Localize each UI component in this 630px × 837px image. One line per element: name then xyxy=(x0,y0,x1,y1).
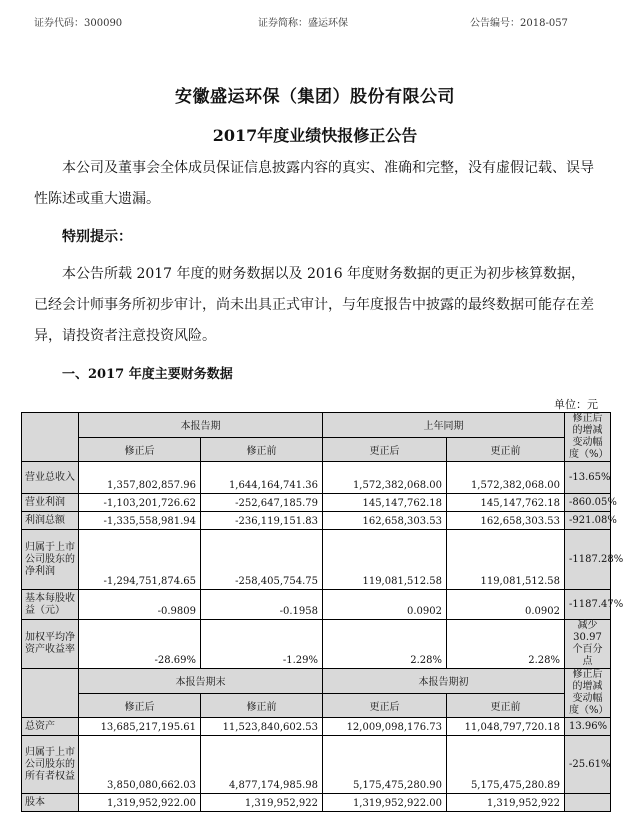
row-label: 基本每股收益（元） xyxy=(22,590,79,620)
table-row xyxy=(22,462,611,494)
row-label: 归属于上市公司股东的所有者权益 xyxy=(22,736,79,794)
cell-value: 11,048,797,720.18 xyxy=(447,718,565,736)
special-notice-heading: 特别提示： xyxy=(62,229,132,245)
stock-abbreviation: 证券简称：盛运环保 xyxy=(258,18,348,29)
cell-change: 减少30.97个百分点 xyxy=(565,620,611,669)
table-row xyxy=(22,590,611,620)
board-statement: 本公司及董事会全体成员保证信息披露内容的真实、准确和完整，没有虚假记载、误导性陈述或重大遗漏。 xyxy=(34,160,594,207)
cell-value: 5,175,475,280.90 xyxy=(323,736,447,794)
table-row xyxy=(22,620,611,669)
cell-value: 1,357,802,857.96 xyxy=(79,462,201,494)
cell-value: 119,081,512.58 xyxy=(323,530,447,590)
cell-value: 11,523,840,602.53 xyxy=(201,718,323,736)
cell-value: 119,081,512.58 xyxy=(447,530,565,590)
subheader-before: 修正前 xyxy=(201,437,323,462)
special-notice-text: 本公告所载 2017 年度的财务数据以及 2016 年度财务数据的更正为初步核算数据，已经会计师事务所初步审计，尚未出具正式审计，与年度报告中披露的最终数据可能存在差异，请投资者注意投资风险。 xyxy=(34,266,594,344)
header-change: 修正后的增减变动幅度（%） xyxy=(565,413,611,462)
cell-value: 4,877,174,985.98 xyxy=(201,736,323,794)
header-change-2: 修正后的增减变动幅度（%） xyxy=(565,669,611,718)
table-row xyxy=(22,530,611,590)
cell-value: 145,147,762.18 xyxy=(323,494,447,512)
cell-value: 0.0902 xyxy=(447,590,565,620)
unit-label: 单位：元 xyxy=(554,398,598,411)
cell-value: 145,147,762.18 xyxy=(447,494,565,512)
cell-value: 2.28% xyxy=(447,620,565,669)
cell-value: -1,335,558,981.94 xyxy=(79,512,201,530)
cell-value: 1,319,952,922 xyxy=(447,794,565,812)
cell-change: -1187.47% xyxy=(565,590,611,620)
header-period-start: 本报告期初 xyxy=(323,669,565,694)
row-label: 营业总收入 xyxy=(22,462,79,494)
row-label: 归属于上市公司股东的净利润 xyxy=(22,530,79,590)
section-heading: 一、2017 年度主要财务数据 xyxy=(62,367,233,382)
cell-value: -0.9809 xyxy=(79,590,201,620)
cell-value: 162,658,303.53 xyxy=(323,512,447,530)
cell-value: 13,685,217,195.61 xyxy=(79,718,201,736)
cell-value: 1,319,952,922.00 xyxy=(79,794,201,812)
stock-code: 证券代码：300090 xyxy=(34,18,123,29)
header-current-period: 本报告期 xyxy=(79,413,323,438)
header-period-end: 本报告期末 xyxy=(79,669,323,694)
cell-value: -258,405,754.75 xyxy=(201,530,323,590)
cell-value: 5,175,475,280.89 xyxy=(447,736,565,794)
subheader-prior-before: 更正前 xyxy=(447,437,565,462)
subheader-before-2: 修正前 xyxy=(201,693,323,718)
table-corner-2 xyxy=(22,669,79,718)
cell-value: 12,009,098,176.73 xyxy=(323,718,447,736)
cell-value: 1,319,952,922.00 xyxy=(323,794,447,812)
cell-value: 1,572,382,068.00 xyxy=(323,462,447,494)
table-corner xyxy=(22,413,79,462)
cell-change xyxy=(565,794,611,812)
cell-value: -28.69% xyxy=(79,620,201,669)
company-title: 安徽盛运环保（集团）股份有限公司 xyxy=(175,87,455,107)
row-label: 总资产 xyxy=(22,718,79,736)
cell-change: -860.05% xyxy=(565,494,611,512)
cell-value: -252,647,185.79 xyxy=(201,494,323,512)
notice-title: 2017年度业绩快报修正公告 xyxy=(212,126,418,145)
cell-change: -13.65% xyxy=(565,462,611,494)
financial-table xyxy=(21,412,624,812)
row-label: 营业利润 xyxy=(22,494,79,512)
subheader-after-2: 修正后 xyxy=(79,693,201,718)
subheader-prior-after: 更正后 xyxy=(323,437,447,462)
cell-value: 162,658,303.53 xyxy=(447,512,565,530)
notice-number: 公告编号：2018-057 xyxy=(470,18,568,29)
row-label: 股本 xyxy=(22,794,79,812)
cell-value: -1,294,751,874.65 xyxy=(79,530,201,590)
row-label: 加权平均净资产收益率 xyxy=(22,620,79,669)
cell-value: 1,572,382,068.00 xyxy=(447,462,565,494)
row-label: 利润总额 xyxy=(22,512,79,530)
cell-change: -25.61% xyxy=(565,736,611,794)
cell-value: -1.29% xyxy=(201,620,323,669)
header-prior-period: 上年同期 xyxy=(323,413,565,438)
table-row xyxy=(22,494,611,512)
table-row xyxy=(22,736,611,794)
cell-value: 0.0902 xyxy=(323,590,447,620)
cell-change: -1187.28% xyxy=(565,530,611,590)
cell-change: 13.96% xyxy=(565,718,611,736)
cell-change: -921.08% xyxy=(565,512,611,530)
cell-value: 1,644,164,741.36 xyxy=(201,462,323,494)
cell-value: -236,119,151.83 xyxy=(201,512,323,530)
table-row xyxy=(22,794,611,812)
cell-value: 2.28% xyxy=(323,620,447,669)
table-row xyxy=(22,718,611,736)
subheader-prior-after-2: 更正后 xyxy=(323,693,447,718)
cell-value: -1,103,201,726.62 xyxy=(79,494,201,512)
subheader-after: 修正后 xyxy=(79,437,201,462)
cell-value: 1,319,952,922 xyxy=(201,794,323,812)
cell-value: -0.1958 xyxy=(201,590,323,620)
subheader-prior-before-2: 更正前 xyxy=(447,693,565,718)
table-row xyxy=(22,512,611,530)
cell-value: 3,850,080,662.03 xyxy=(79,736,201,794)
